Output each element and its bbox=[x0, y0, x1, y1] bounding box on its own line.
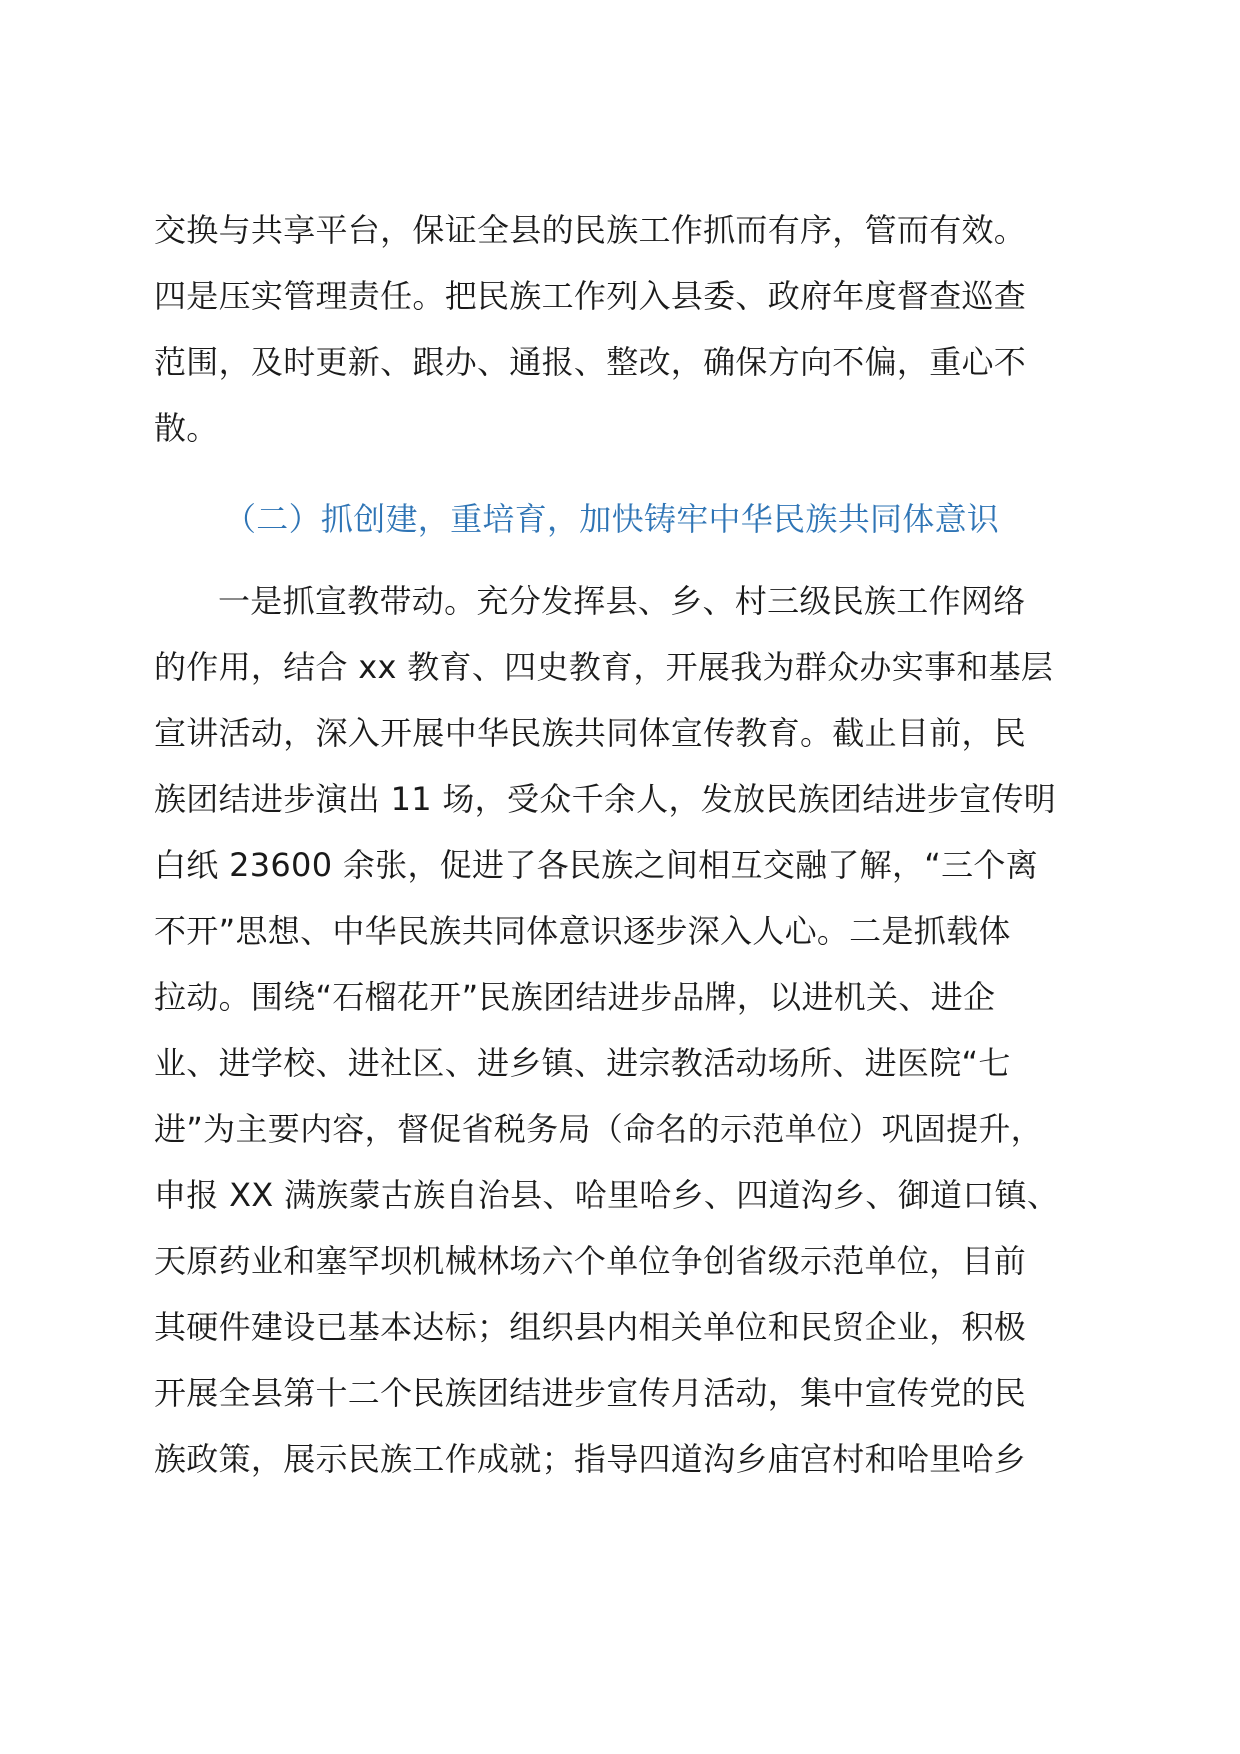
paragraph-line: 业、进学校、进社区、进乡镇、进宗教活动场所、进医院“七 bbox=[154, 1044, 1011, 1082]
paragraph-line: 进”为主要内容，督促省税务局（命名的示范单位）巩固提升， bbox=[154, 1110, 1043, 1148]
paragraph-line: 散。 bbox=[154, 409, 219, 447]
paragraph-continued bbox=[154, 197, 1114, 461]
paragraph-line: 族政策，展示民族工作成就；指导四道沟乡庙宫村和哈里哈乡 bbox=[154, 1440, 1027, 1478]
section-heading: （二）抓创建，重培育，加快铸牢中华民族共同体意识 bbox=[224, 500, 1000, 538]
paragraph-first-line: 一是抓宣教带动。充分发挥县、乡、村三级民族工作网络 bbox=[218, 582, 1026, 620]
paragraph-line: 的作用，结合 xx 教育、四史教育，开展我为群众办实事和基层 bbox=[154, 648, 1054, 686]
paragraph-line: 天原药业和塞罕坝机械林场六个单位争创省级示范单位，目前 bbox=[154, 1242, 1027, 1280]
paragraph-line: 范围，及时更新、跟办、通报、整改，确保方向不偏，重心不 bbox=[154, 343, 1027, 381]
paragraph-line: 拉动。围绕“石榴花开”民族团结进步品牌，以进机关、进企 bbox=[154, 978, 996, 1016]
paragraph-line: 交换与共享平台，保证全县的民族工作抓而有序，管而有效。 bbox=[154, 211, 1027, 249]
paragraph-line: 不开”思想、中华民族共同体意识逐步深入人心。二是抓载体 bbox=[154, 912, 1011, 950]
paragraph-line: 开展全县第十二个民族团结进步宣传月活动，集中宣传党的民 bbox=[154, 1374, 1027, 1412]
paragraph-line: 宣讲活动，深入开展中华民族共同体宣传教育。截止目前，民 bbox=[154, 714, 1027, 752]
paragraph-line: 白纸 23600 余张，促进了各民族之间相互交融了解，“三个离 bbox=[154, 846, 1039, 884]
paragraph-line: 其硬件建设已基本达标；组织县内相关单位和民贸企业，积极 bbox=[154, 1308, 1027, 1346]
paragraph-line: 四是压实管理责任。把民族工作列入县委、政府年度督查巡查 bbox=[154, 277, 1027, 315]
paragraph-line: 族团结进步演出 11 场，受众千余人，发放民族团结进步宣传明 bbox=[154, 780, 1057, 818]
paragraph-propaganda bbox=[154, 568, 1114, 1492]
paragraph-line: 申报 XX 满族蒙古族自治县、哈里哈乡、四道沟乡、御道口镇、 bbox=[154, 1176, 1060, 1214]
